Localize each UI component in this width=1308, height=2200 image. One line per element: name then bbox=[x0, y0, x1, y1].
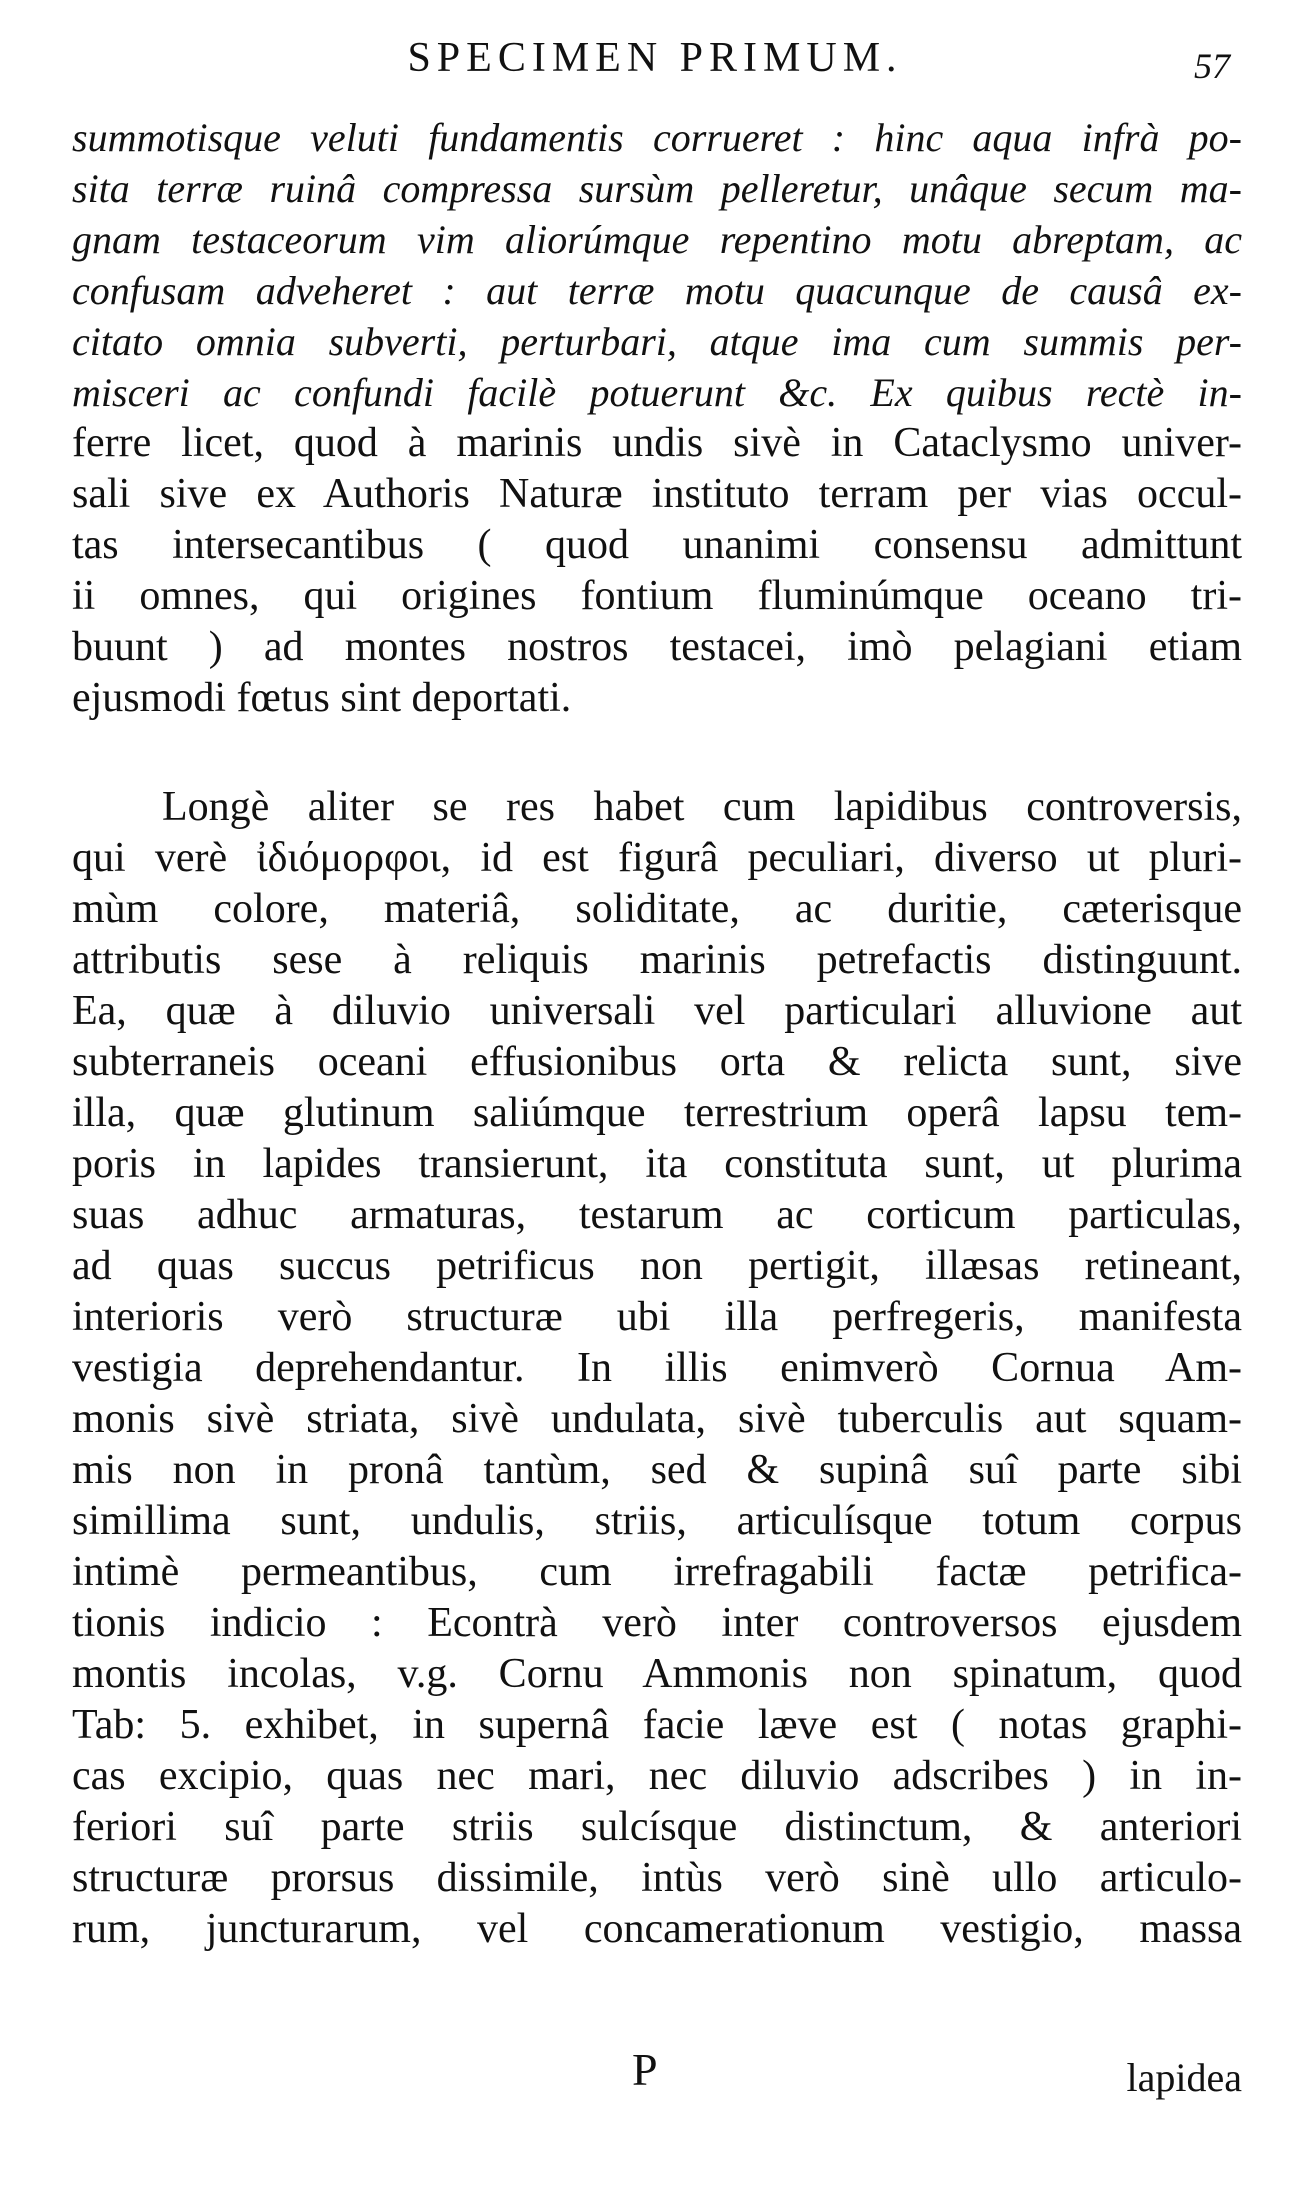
text-line: sita terræ ruinâ compressa sursùm pelleretur, unâque secum ma- bbox=[72, 166, 1242, 211]
text-line: intimè permeantibus, cum irrefragabili factæ petrifica- bbox=[72, 1549, 1242, 1595]
text-line: illa, quæ glutinum saliúmque terrestrium operâ lapsu tem- bbox=[72, 1090, 1242, 1136]
catchword: lapidea bbox=[1126, 2055, 1242, 2100]
text-line: poris in lapides transierunt, ita constituta sunt, ut plurima bbox=[72, 1141, 1242, 1187]
text-line: cas excipio, quas nec mari, nec diluvio adscribes ) in in- bbox=[72, 1753, 1242, 1799]
running-head bbox=[60, 28, 1250, 88]
text-line: ad quas succus petrificus non pertigit, illæsas retineant, bbox=[72, 1243, 1242, 1289]
text-line: ejusmodi fœtus sint deportati. bbox=[72, 675, 572, 721]
text-line: simillima sunt, undulis, striis, articulísque totum corpus bbox=[72, 1498, 1242, 1544]
text-line: ferre licet, quod à marinis undis sivè in Cataclysmo univer- bbox=[72, 420, 1242, 466]
text-line: monis sivè striata, sivè undulata, sivè tuberculis aut squam- bbox=[72, 1396, 1242, 1442]
text-line: sali sive ex Authoris Naturæ instituto terram per vias occul- bbox=[72, 471, 1242, 517]
text-line: gnam testaceorum vim aliorúmque repentino motu abreptam, ac bbox=[72, 217, 1242, 262]
text-line: suas adhuc armaturas, testarum ac corticum particulas, bbox=[72, 1192, 1242, 1238]
text-line: buunt ) ad montes nostros testacei, imò pelagiani etiam bbox=[72, 624, 1242, 670]
text-line: Longè aliter se res habet cum lapidibus controversis, bbox=[162, 784, 1242, 830]
page-number: 57 bbox=[1194, 46, 1230, 86]
text-line: Tab: 5. exhibet, in supernâ facie læve est ( notas graphi- bbox=[72, 1702, 1242, 1748]
text-line: attributis sese à reliquis marinis petrefactis distinguunt. bbox=[72, 937, 1242, 983]
text-line: rum, juncturarum, vel concamerationum vestigio, massa bbox=[72, 1906, 1242, 1952]
text-line: vestigia deprehendantur. In illis enimverò Cornua Am- bbox=[72, 1345, 1242, 1391]
page-footer bbox=[72, 2040, 1242, 2100]
text-line: qui verè ἰδιόμορφοι, id est figurâ peculiari, diverso ut pluri- bbox=[72, 835, 1242, 881]
text-line: interioris verò structuræ ubi illa perfregeris, manifesta bbox=[72, 1294, 1242, 1340]
text-line: montis incolas, v.g. Cornu Ammonis non spinatum, quod bbox=[72, 1651, 1242, 1697]
text-line: tas intersecantibus ( quod unanimi consensu admittunt bbox=[72, 522, 1242, 568]
signature-mark: P bbox=[632, 2044, 658, 2095]
text-line: feriori suî parte striis sulcísque distinctum, & anteriori bbox=[72, 1804, 1242, 1850]
text-line: confusam adveheret : aut terræ motu quacunque de causâ ex- bbox=[72, 268, 1242, 313]
text-line: ii omnes, qui origines fontium fluminúmque oceano tri- bbox=[72, 573, 1242, 619]
paragraph-1 bbox=[72, 112, 1242, 724]
text-line: mis non in pronâ tantùm, sed & supinâ suî parte sibi bbox=[72, 1447, 1242, 1493]
text-line: tionis indicio : Econtrà verò inter controversos ejusdem bbox=[72, 1600, 1242, 1646]
paragraph-gap bbox=[72, 724, 1242, 782]
text-line: citato omnia subverti, perturbari, atque ima cum summis per- bbox=[72, 319, 1242, 364]
text-line: mùm colore, materiâ, soliditate, ac duritie, cæterisque bbox=[72, 886, 1242, 932]
text-line: misceri ac confundi facilè potuerunt &c. Ex quibus rectè in- bbox=[72, 370, 1242, 415]
running-title: SPECIMEN PRIMUM. bbox=[407, 35, 903, 81]
text-body bbox=[72, 112, 1242, 1955]
text-line: Ea, quæ à diluvio universali vel particulari alluvione aut bbox=[72, 988, 1242, 1034]
paragraph-2 bbox=[72, 782, 1242, 1955]
text-line: structuræ prorsus dissimile, intùs verò sinè ullo articulo- bbox=[72, 1855, 1242, 1901]
text-line: subterraneis oceani effusionibus orta & relicta sunt, sive bbox=[72, 1039, 1242, 1085]
text-line: summotisque veluti fundamentis corrueret : hinc aqua infrà po- bbox=[72, 115, 1242, 160]
